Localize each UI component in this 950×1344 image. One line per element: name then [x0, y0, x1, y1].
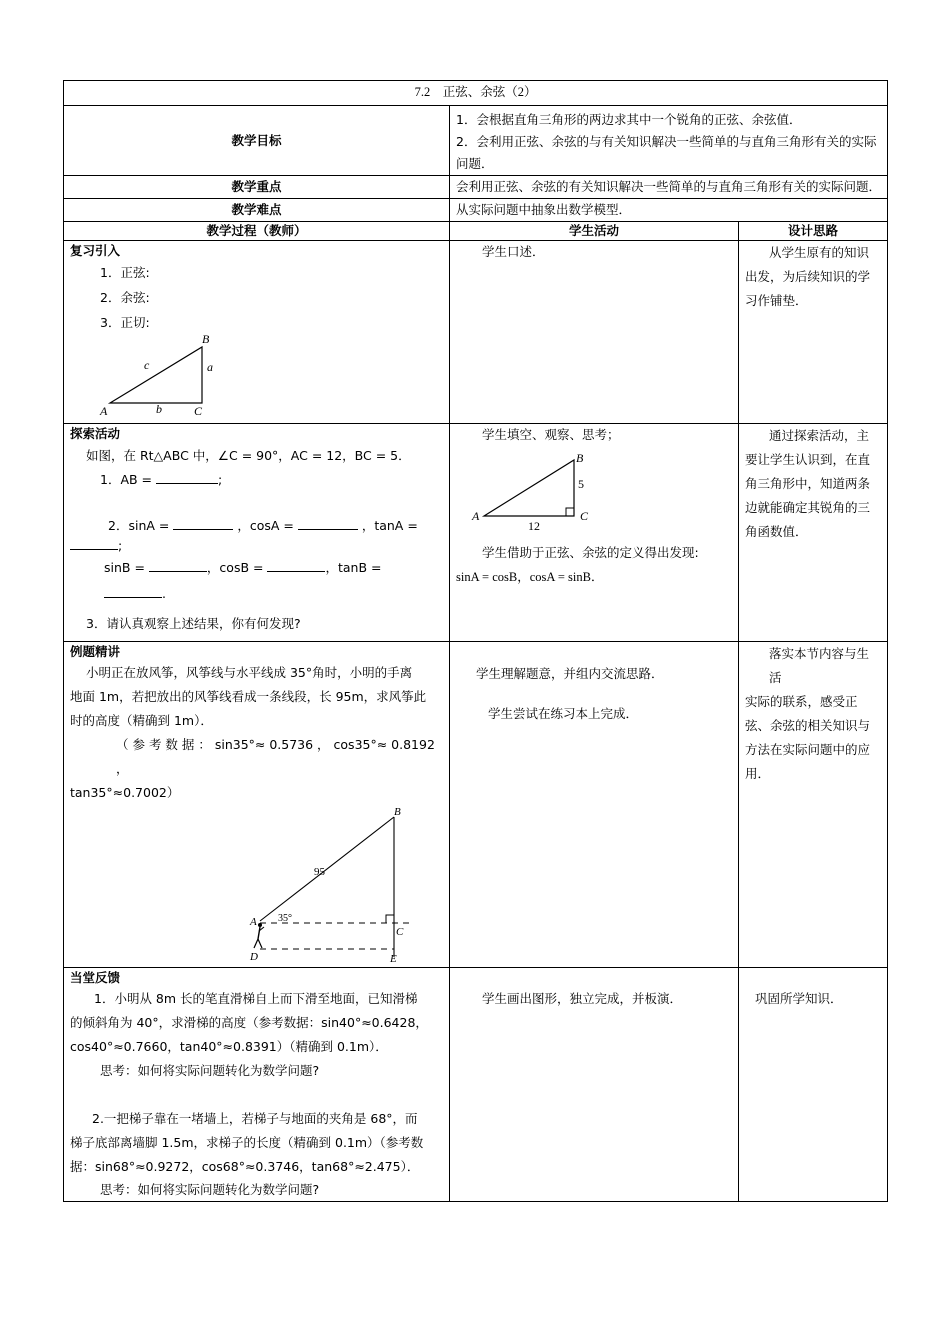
difficulty-label [64, 199, 450, 222]
explore-design-line: 角函数值． [745, 524, 808, 539]
explore-cosA-label: ，cosA = [237, 518, 294, 533]
difficulty-content: 从实际问题中抽象出数学模型． [450, 199, 888, 222]
explore-q2-row1-cont: ; [70, 537, 443, 555]
example-design-line: 实际的联系，感受正 [745, 694, 858, 709]
explore-tanA-label: ，tanA = [361, 518, 418, 533]
lesson-plan-table [63, 80, 888, 1202]
review-label-a: a [207, 360, 213, 374]
explore-sinB-label: sinB = [104, 560, 145, 575]
kite-string-line [260, 817, 394, 921]
feedback-spacer [70, 1083, 443, 1107]
review-design-line: 从学生原有的知识 [769, 245, 870, 260]
explore-tanB-label: ，tanB = [325, 560, 382, 575]
example-line: 小明正在放风筝，风筝线与水平线成 35°角时，小明的手离 [86, 665, 413, 680]
person-head [258, 923, 262, 927]
keypoint-label-text: 教学重点 [231, 179, 282, 194]
person-leg [254, 939, 258, 948]
example-line: 地面 1m，若把放出的风筝线看成一条线段，长 95m，求风筝此 [70, 689, 427, 704]
example-line: tan35°≈0.7002） [70, 785, 180, 800]
feedback-q2-line: 梯子底部离墙脚 1.5m，求梯子的长度（精确到 0.1m）（参考数 [70, 1135, 424, 1150]
kite-label-D: D [250, 951, 258, 963]
explore-student-text: 学生填空、观察、思考； [482, 427, 620, 442]
review-design-line: 习作铺垫． [745, 293, 808, 308]
review-student-text: 学生口述． [482, 244, 545, 259]
keypoint-content: 会利用正弦、余弦的有关知识解决一些简单的与直角三角形有关的实际问题． [450, 176, 888, 199]
person-body [258, 927, 260, 939]
explore-triangle [484, 460, 574, 516]
feedback-think-2: 思考：如何将实际问题转化为数学问题? [100, 1182, 320, 1197]
feedback-design-cell [739, 968, 888, 1202]
example-design-line: 弦、余弦的相关知识与 [745, 718, 871, 733]
explore-q1-text: 1．AB = [100, 472, 153, 487]
example-student-cell [450, 642, 739, 968]
explore-q3: 3．请认真观察上述结果，你有何发现? [86, 616, 301, 631]
example-design-cell [739, 642, 888, 968]
explore-label-5: 5 [578, 477, 584, 491]
feedback-student-cell [450, 968, 739, 1202]
kite-label-A: A [250, 916, 257, 928]
feedback-q1-line: 的倾斜角为 40°，求滑梯的高度（参考数据：sin40°≈0.6428， [70, 1015, 428, 1030]
explore-intro: 如图，在 Rt△ABC 中，∠C = 90°，AC = 12，BC = 5． [86, 448, 411, 463]
explore-student-finding: 学生借助于正弦、余弦的定义得出发现: [482, 545, 699, 560]
example-heading: 例题精讲 [70, 644, 121, 659]
explore-triangle-figure [462, 446, 662, 542]
answer-blank-cosA[interactable] [298, 517, 358, 530]
explore-label-12: 12 [528, 519, 540, 533]
explore-label-C: C [580, 509, 589, 523]
keypoint-label [64, 176, 450, 199]
objective-item: 2．会利用正弦、余弦的与有关知识解决一些简单的与直角三角形有关的实际问题． [456, 134, 877, 171]
feedback-think-1: 思考：如何将实际问题转化为数学问题? [100, 1063, 320, 1078]
answer-blank-sinB[interactable] [149, 559, 207, 572]
kite-label-95: 95 [314, 866, 325, 878]
explore-design-line: 角三角形中，知道两条 [745, 476, 871, 491]
objectives-content [450, 106, 888, 176]
explore-sinA-label: 2．sinA = [108, 518, 170, 533]
explore-spacer [70, 491, 443, 515]
review-label-b: b [156, 402, 162, 416]
objectives-label-text: 教学目标 [231, 132, 282, 148]
review-item-tangent: 3．正切: [100, 315, 150, 330]
review-teacher-cell [64, 241, 450, 424]
example-student-text: 学生理解题意，并组内交流思路． [476, 666, 664, 681]
objective-item: 1．会根据直角三角形的两边求其中一个锐角的正弦、余弦值． [456, 112, 802, 127]
explore-student-cell [450, 424, 739, 642]
explore-cosB-label: ，cosB = [206, 560, 264, 575]
review-design-line: 出发，为后续知识的学 [745, 269, 871, 284]
column-header-student: 学生活动 [450, 222, 739, 241]
explore-label-B: B [576, 451, 584, 465]
answer-blank-sinA[interactable] [173, 517, 233, 530]
lesson-plan-sheet [63, 80, 887, 1202]
example-design-line: 用． [745, 766, 771, 781]
answer-blank-ab[interactable] [156, 471, 218, 484]
feedback-design-text: 巩固所学知识． [755, 991, 843, 1006]
review-label-C: C [194, 404, 203, 418]
column-header-teacher: 教学过程（教师） [64, 222, 450, 241]
difficulty-label-text: 教学难点 [231, 202, 282, 217]
right-angle-mark [566, 508, 574, 516]
review-label-A: A [100, 404, 108, 418]
kite-label-B: B [394, 806, 401, 818]
explore-q1: 1．AB = ; [100, 472, 223, 487]
explore-design-cell [739, 424, 888, 642]
review-heading: 复习引入 [70, 243, 121, 258]
person-leg [258, 939, 262, 948]
explore-q2-row1 [70, 515, 443, 537]
review-triangle [110, 347, 202, 403]
example-student-text: 学生尝试在练习本上完成． [488, 706, 639, 721]
feedback-q1-line: cos40°≈0.7660，tan40°≈0.8391）（精确到 0.1m）． [70, 1039, 388, 1054]
explore-design-line: 边就能确定其锐角的三 [745, 500, 871, 515]
example-teacher-cell [64, 642, 450, 968]
example-design-line: 落实本节内容与生活 [769, 646, 870, 685]
example-line: （ 参 考 数 据 ： sin35°≈ 0.5736 ， cos35°≈ 0.8192 ， [116, 737, 435, 776]
example-design-line: 方法在实际问题中的应 [745, 742, 871, 757]
objectives-label [64, 106, 450, 176]
feedback-student-text: 学生画出图形，独立完成，并板演． [482, 991, 683, 1006]
answer-blank-cosB[interactable] [267, 559, 325, 572]
feedback-q2-line: 据：sin68°≈0.9272，cos68°≈0.3746，tan68°≈2.475）． [70, 1159, 420, 1174]
review-item-sine: 1．正弦: [100, 265, 150, 280]
feedback-q2-line: 2.一把梯子靠在一堵墙上，若梯子与地面的夹角是 68°，而 [92, 1111, 418, 1126]
feedback-q1-line: 1．小明从 8m 长的笔直滑梯自上而下滑至地面，已知滑梯 [94, 991, 418, 1006]
review-design-cell [739, 241, 888, 424]
kite-label-E: E [390, 953, 397, 965]
explore-q2-row2: sinB = ，cosB = ，tanB = . [104, 560, 382, 601]
feedback-heading: 当堂反馈 [70, 970, 121, 985]
explore-heading: 探索活动 [70, 426, 121, 441]
kite-label-C: C [396, 926, 404, 938]
explore-student-formula: sinA = cosB，cosA = sinB． [456, 570, 604, 584]
feedback-teacher-cell [64, 968, 450, 1202]
review-label-c: c [144, 358, 150, 372]
lesson-title: 7.2 正弦、余弦（2） [64, 81, 888, 106]
review-student-cell [450, 241, 739, 424]
review-item-cosine: 2．余弦: [100, 290, 150, 305]
kite-label-angle: 35° [278, 913, 292, 924]
explore-teacher-cell [64, 424, 450, 642]
example-line: 时的高度（精确到 1m）． [70, 713, 213, 728]
explore-label-A: A [472, 509, 480, 523]
answer-blank-tanA[interactable] [70, 537, 118, 550]
right-angle-mark [386, 915, 394, 923]
explore-design-line: 通过探索活动，主 [769, 428, 870, 443]
review-label-B: B [202, 335, 210, 346]
column-header-design: 设计思路 [739, 222, 888, 241]
answer-blank-tanB[interactable] [104, 585, 162, 598]
review-triangle-figure [96, 335, 246, 419]
explore-design-line: 要让学生认识到，在直 [745, 452, 871, 467]
